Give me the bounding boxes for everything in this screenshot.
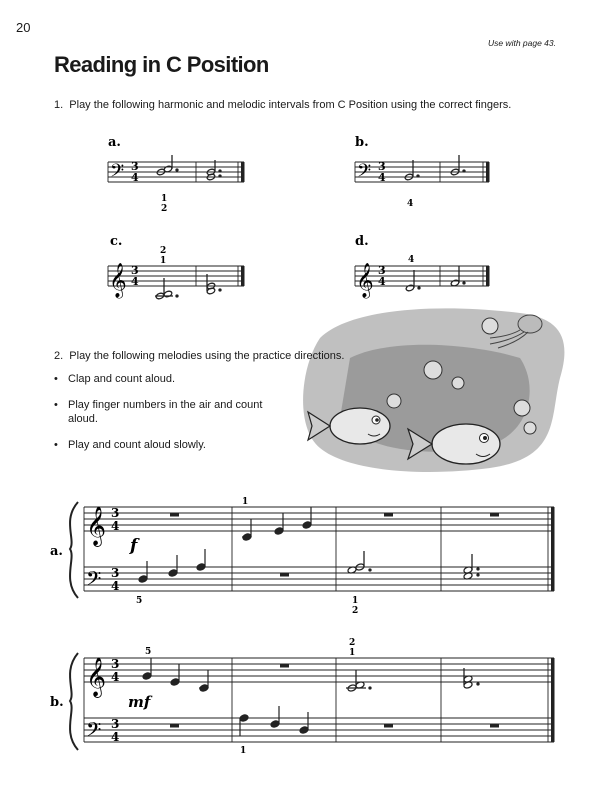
quarter-note: [302, 507, 312, 529]
finger-number: 1: [160, 256, 167, 266]
quarter-note: [239, 714, 249, 736]
quarter-note: [242, 519, 252, 541]
half-note-chord: [346, 670, 371, 692]
time-signature-top: 3: [131, 160, 139, 173]
quarter-note: [196, 549, 206, 571]
finger-number: 1: [240, 746, 247, 756]
treble-clef-icon: 𝄞: [86, 657, 107, 697]
finger-number: 2: [352, 606, 359, 616]
quarter-note: [270, 706, 280, 728]
finger-number: 2: [349, 638, 356, 648]
time-signature-top: 3: [378, 160, 386, 173]
bass-clef-icon: 𝄢: [86, 567, 102, 595]
half-note-chord: [463, 668, 479, 689]
bass-clef-icon: 𝄢: [86, 718, 102, 746]
example-label: c.: [110, 234, 123, 249]
page-title: Reading in C Position: [54, 52, 269, 77]
treble-clef-icon: 𝄞: [86, 506, 107, 546]
time-signature-bottom: 4: [111, 730, 120, 744]
example-1c: [108, 234, 245, 300]
quarter-note: [199, 670, 209, 692]
half-note: [450, 155, 465, 176]
list-item: • Play finger numbers in the air and count aloud.: [54, 399, 263, 425]
finger-number: 4: [407, 199, 414, 209]
whole-rest: [280, 664, 289, 668]
bass-clef-icon: 𝄢: [110, 161, 125, 186]
quarter-note: [274, 513, 284, 535]
page-number: 20: [16, 20, 31, 35]
example-1d: [355, 234, 490, 299]
question-1-text: 1. Play the following harmonic and melodic intervals from C Position using the correct fingers.: [54, 99, 512, 111]
whole-rest: [170, 513, 179, 517]
bullet-symbol: •: [54, 439, 58, 451]
example-label: d.: [355, 234, 369, 249]
bullet-symbol: •: [54, 399, 58, 411]
brace-icon: [70, 653, 78, 750]
quarter-note: [170, 664, 180, 686]
finger-number: 1: [161, 194, 168, 204]
time-signature-bottom: 4: [131, 275, 139, 288]
example-1b: [355, 135, 490, 209]
whole-rest: [490, 724, 499, 728]
finger-number: 1: [349, 648, 356, 658]
question-2-text: 2. Play the following melodies using the practice directions.: [54, 350, 345, 362]
treble-clef-icon: 𝄞: [109, 263, 127, 298]
whole-rest: [384, 724, 393, 728]
time-signature-bottom: 4: [378, 171, 386, 184]
half-note-chord: [156, 155, 178, 176]
half-note-chord: [206, 160, 221, 181]
time-signature-top: 3: [378, 264, 386, 277]
bass-clef-icon: 𝄢: [357, 161, 372, 186]
dynamic-marking: mf: [128, 693, 151, 711]
example-label: b.: [355, 135, 369, 150]
whole-rest: [490, 513, 499, 517]
quarter-note: [142, 658, 152, 680]
time-signature-top: 3: [131, 264, 139, 277]
whole-rest: [280, 573, 289, 577]
time-signature-bottom: 4: [111, 670, 120, 684]
quarter-note: [168, 555, 178, 577]
time-signature-top: 3: [111, 657, 120, 671]
brace-icon: [70, 502, 78, 598]
time-signature-bottom: 4: [378, 275, 386, 288]
finger-number: 5: [136, 596, 143, 606]
use-with-note: Use with page 43.: [487, 38, 556, 48]
half-note-chord: [206, 274, 221, 295]
time-signature-bottom: 4: [111, 579, 120, 593]
finger-number: 1: [352, 596, 359, 606]
treble-clef-icon: 𝄞: [356, 263, 374, 298]
dynamic-marking: f: [130, 536, 138, 556]
quarter-note: [138, 561, 148, 583]
melody-2b: [50, 638, 555, 756]
half-note: [404, 160, 419, 181]
time-signature-bottom: 4: [111, 519, 120, 533]
time-signature-top: 3: [111, 506, 120, 520]
whole-rest: [384, 513, 393, 517]
finger-number: 1: [242, 497, 249, 507]
bullet-symbol: •: [54, 373, 58, 385]
melody-label: b.: [50, 695, 64, 710]
melody-label: a.: [50, 544, 63, 559]
melody-2a: [50, 497, 555, 616]
list-item: • Clap and count aloud.: [54, 373, 176, 385]
finger-number: 4: [408, 255, 415, 265]
time-signature-top: 3: [111, 566, 120, 580]
quarter-note: [299, 712, 309, 734]
finger-number: 2: [160, 246, 167, 256]
example-1a: [108, 135, 245, 214]
half-note-chord: [347, 551, 371, 574]
finger-number: 2: [161, 204, 168, 214]
example-label: a.: [108, 135, 121, 150]
time-signature-bottom: 4: [131, 171, 139, 184]
time-signature-top: 3: [111, 717, 120, 731]
list-item: • Play and count aloud slowly.: [54, 439, 206, 451]
finger-number: 5: [145, 647, 152, 657]
whole-rest: [170, 724, 179, 728]
